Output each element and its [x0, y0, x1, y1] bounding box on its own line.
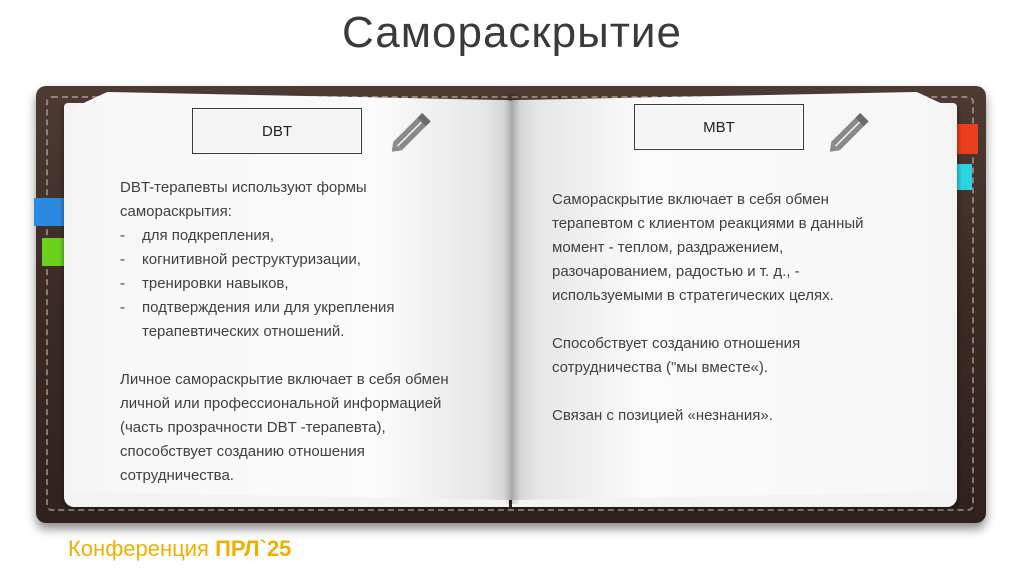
pencil-icon	[822, 104, 880, 160]
mbt-paragraph-1: Самораскрытие включает в себя обмен терапевтом с клиентом реакциями в данный момент - теплом, раздражением, разочарованием, радостью и т. д., - используемыми в стратегических целях.	[552, 191, 864, 304]
right-page-text	[552, 188, 902, 428]
dbt-label-box	[192, 108, 362, 154]
list-item: - тренировки навыков,	[120, 272, 450, 296]
dbt-label: DBT	[262, 122, 292, 140]
slide-title: Самораскрытие	[342, 8, 682, 57]
book-spine	[504, 94, 520, 504]
mbt-label-box	[634, 104, 804, 150]
mbt-paragraph-3: Связан с позицией «незнания».	[552, 407, 773, 424]
dbt-paragraph: Личное самораскрытие включает в себя обмен личной или профессиональной информацией (часть прозрачности DBT -терапевта), способствует созданию отношения сотрудничества.	[120, 371, 449, 484]
dbt-intro: DBT-терапевты используют формы самораскрытия:	[120, 179, 367, 220]
list-item: - когнитивной реструктуризации,	[120, 248, 450, 272]
pencil-icon	[384, 104, 442, 160]
footer-prefix: Конференция	[68, 536, 216, 561]
list-item: - для подкрепления,	[120, 224, 450, 248]
mbt-paragraph-2: Способствует созданию отношения сотрудничества ("мы вместе«).	[552, 335, 801, 376]
dbt-bullet-list	[120, 224, 450, 344]
list-item: - подтверждения или для укрепления терапевтических отношений.	[120, 296, 450, 344]
left-page-text	[120, 176, 450, 488]
mbt-label: MBT	[703, 118, 735, 136]
conference-footer	[68, 536, 291, 562]
footer-brand: ПРЛ`25	[215, 536, 292, 561]
